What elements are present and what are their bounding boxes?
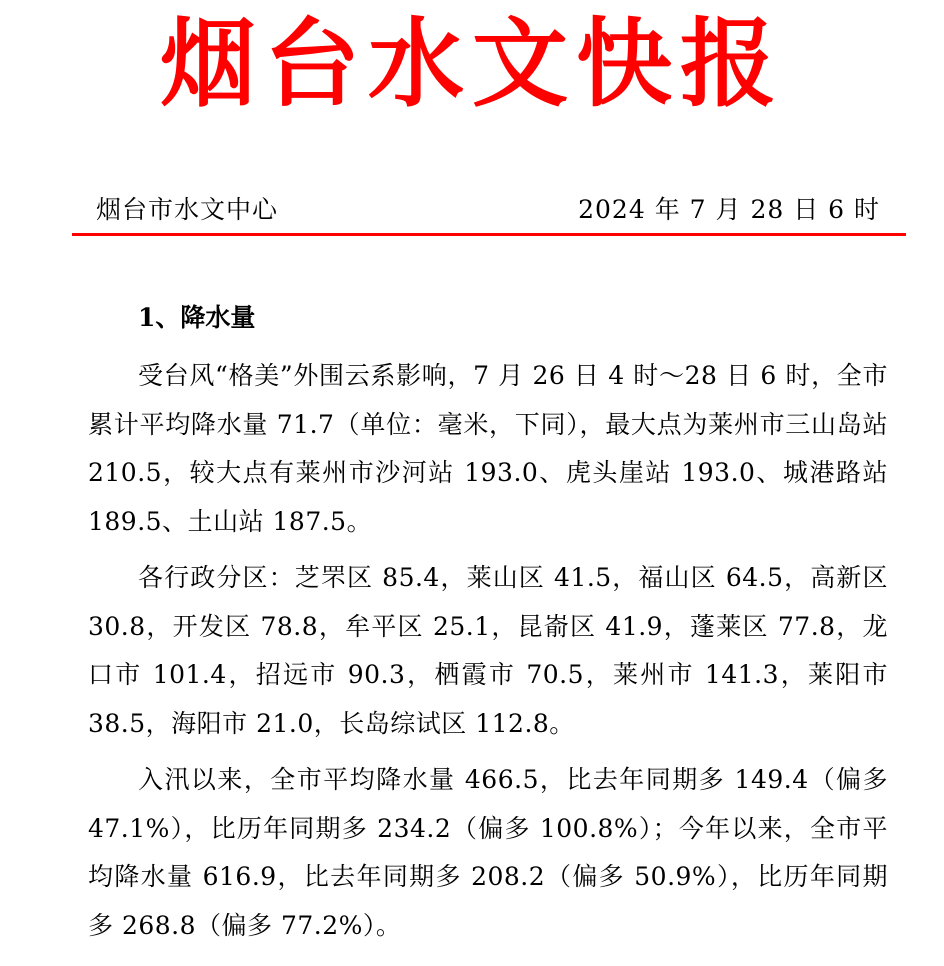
paragraph-district-rainfall: 各行政分区：芝罘区 85.4，莱山区 41.5，福山区 64.5，高新区 30.8，开发区 78.8，牟平区 25.1，昆嵛区 41.9，蓬莱区 77.8，龙口市 101.4，招远市 90.3，栖霞市 70.5，莱州市 141.3，莱阳市 38.5，海阳市 21.0，长岛综试区 112.8。 xyxy=(88,563,888,738)
section-heading: 1、降水量 xyxy=(138,303,256,332)
issue-date: 2024 年 7 月 28 日 6 时 xyxy=(578,195,880,224)
paragraph-storm-rainfall: 受台风“格美”外围云系影响，7 月 26 日 4 时～28 日 6 时，全市累计平均降水量 71.7（单位：毫米，下同），最大点为莱州市三山岛站 210.5，较大点有莱州市沙河站 193.0、虎头崖站 193.0、城港路站 189.5、土山站 187.5。 xyxy=(88,361,888,536)
masthead-title: 烟台水文快报 xyxy=(160,8,784,120)
header-divider xyxy=(72,233,906,236)
header-row xyxy=(96,192,880,228)
issuer-name: 烟台市水文中心 xyxy=(96,195,279,224)
report-body xyxy=(88,352,888,958)
paragraph-seasonal-comparison: 入汛以来，全市平均降水量 466.5，比去年同期多 149.4（偏多 47.1%），比历年同期多 234.2（偏多 100.8%）；今年以来，全市平均降水量 616.9，比去年同期多 208.2（偏多 50.9%），比历年同期多 268.8（偏多 77.2%）。 xyxy=(88,765,888,940)
